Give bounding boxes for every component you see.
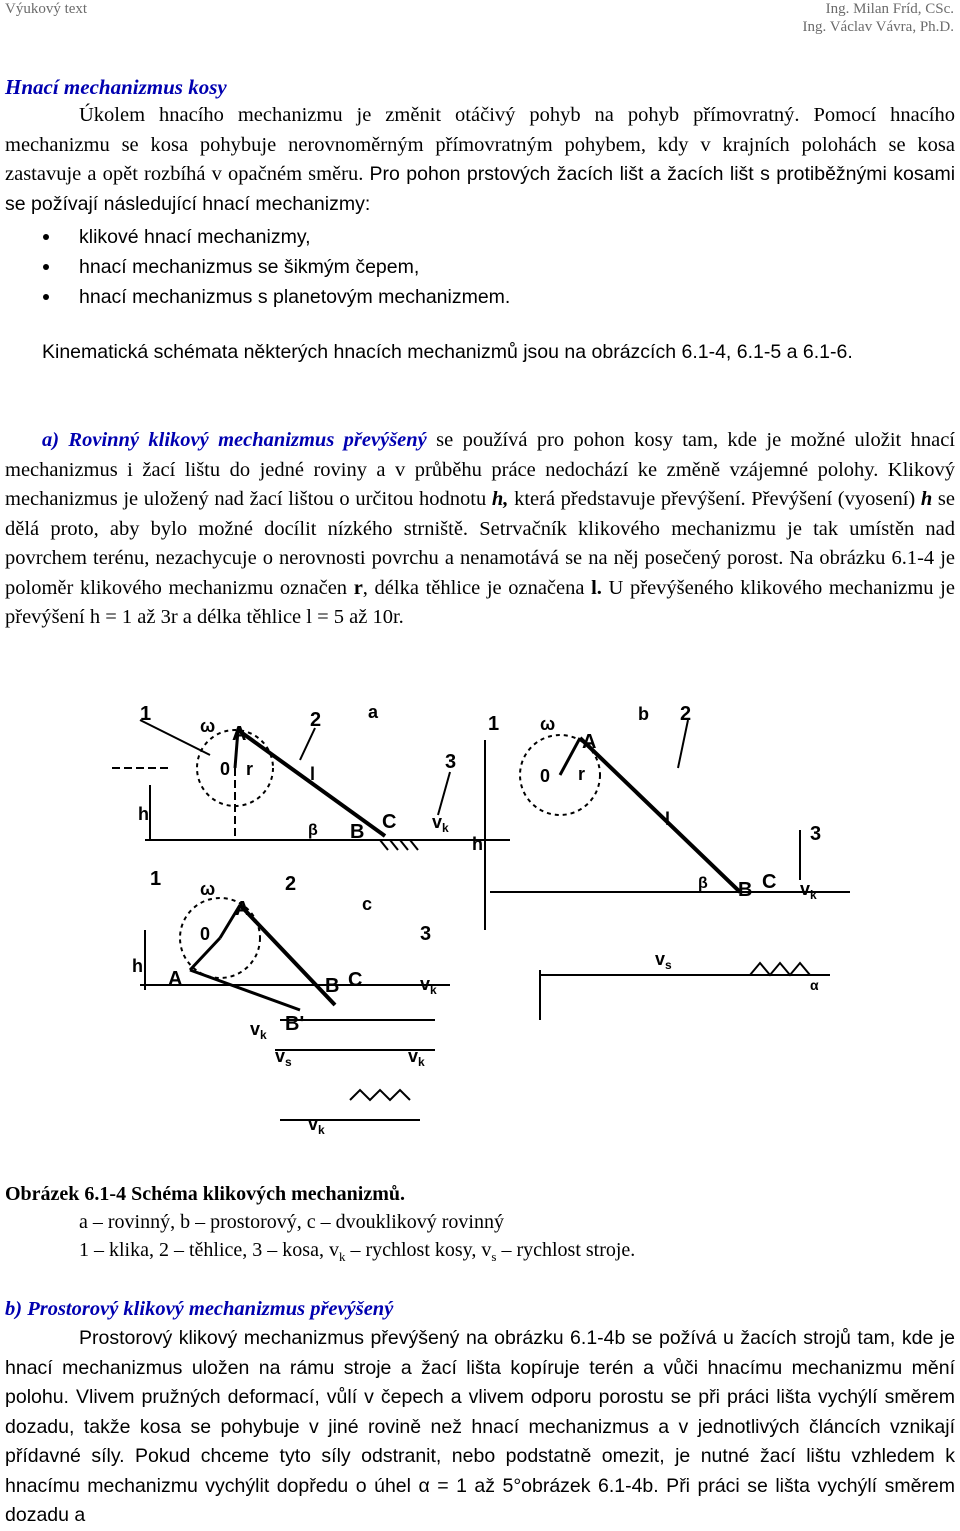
- vk-subscript: k: [260, 1028, 267, 1042]
- vk-subscript: k: [418, 1055, 425, 1069]
- vk-symbol: v: [420, 974, 431, 994]
- label-1: 1: [488, 713, 500, 735]
- scheme-a: [110, 702, 510, 850]
- label-omega: ω: [200, 716, 216, 736]
- label-A: A: [235, 898, 250, 920]
- scheme-b: [472, 703, 850, 1020]
- label-vk: [432, 812, 449, 835]
- label-2: 2: [310, 709, 322, 731]
- label-r: r: [578, 764, 586, 784]
- bullet-dot-icon: [43, 234, 49, 240]
- bullet-text: hnací mechanizmus se šikmým čepem,: [79, 256, 420, 278]
- label-h: h: [138, 804, 149, 824]
- label-A: A: [582, 731, 597, 753]
- r-symbol: r: [353, 576, 363, 599]
- label-vk: [420, 974, 437, 997]
- header-author-2: Ing. Václav Vávra, Ph.D.: [802, 19, 954, 35]
- label-C: C: [382, 811, 397, 833]
- caption-subscript: k: [338, 1249, 346, 1264]
- intro-paragraph: [5, 101, 955, 219]
- label-B: B: [738, 879, 753, 901]
- header-author-1: Ing. Milan Fríd, CSc.: [825, 1, 954, 17]
- scheme-a-label: a: [368, 702, 379, 722]
- scheme-b-label: b: [638, 704, 649, 724]
- label-vk: [250, 1019, 267, 1042]
- label-3: 3: [420, 923, 432, 945]
- figure-caption-legend: [79, 1236, 635, 1271]
- section-a-text: která představuje převýšení. Převýšení (vyosení): [508, 488, 921, 510]
- section-a-text: se používá pro pohon kosy tam, kde je možné uložit hnací mechanizmus i žací lištu do jedné roviny a v průběhu práce nedochází ke změně vzájemné polohy. Klikový mechanizmus je uložený nad žací lištou o určitou hodnotu: [5, 429, 955, 510]
- label-vk: [308, 1114, 325, 1137]
- vk-subscript: k: [318, 1123, 325, 1137]
- intro-sans-text: Pro pohon prstových žacích lišt a žacích lišt s protiběžnými kosami se požívají následující hnací mechanizmy:: [5, 163, 956, 215]
- vk-symbol: v: [250, 1019, 261, 1039]
- label-O: 0: [220, 759, 231, 779]
- label-1: 1: [140, 703, 152, 725]
- section-b-paragraph: Prostorový klikový mechanizmus převýšený na obrázku 6.1-4b se požívá u žacích strojů tam, kde je hnací mechanizmus uložen na rámu stroje a žací lišta kopíruje terén a vůči hnacímu mechanizmu mění polohu. Vlivem pružných deformací, vůlí v čepech a vlivem odporu porostu se při práci lišta vychýlí směrem dozadu, takže kosa se pohybuje v jiné rovině než hnací mechanizmus a v jednotlivých článcích vznikají přídavné síly. Pokud chceme tyto síly odstranit, nebo podstatně omezit, je nutné žací lištu vzhledem k hnacímu mechanizmu vychýlit dopředu o úhel α = 1 až 5°obrázek 6.1-4b. Při práci se lišta vychýlí směrem dozadu a: [5, 1327, 955, 1526]
- label-1: 1: [150, 868, 162, 890]
- header-right: [803, 0, 955, 36]
- label-B: B: [350, 821, 365, 843]
- label-B: B: [325, 975, 340, 997]
- vs-symbol: v: [655, 949, 666, 969]
- label-C: C: [348, 969, 363, 991]
- label-vs: [655, 949, 672, 972]
- caption-text: 1 – klika, 2 – těhlice, 3 – kosa, v: [79, 1239, 339, 1261]
- header-left: Výukový text: [5, 1, 88, 17]
- bullet-text: klikové hnací mechanizmy,: [79, 226, 311, 248]
- caption-subscript: s: [491, 1249, 497, 1264]
- section-a-title: a) Rovinný klikový mechanizmus převýšený: [42, 429, 427, 451]
- label-omega: ω: [200, 879, 216, 899]
- label-vk: [800, 879, 817, 902]
- bullet-dot-icon: [43, 294, 49, 300]
- section-a-text: se dělá proto, aby bylo možné docílit nízkého strniště. Setrvačník klikového mechanizmu je tak umístěn nad povrchem terénu, nezachycuje o nerovnosti povrchu a nenamotává se na něj posečený porost. Na obrázku 6.1-4 je poloměr klikového mechanizmu označen: [5, 488, 956, 599]
- label-O: 0: [540, 766, 551, 786]
- vs-subscript: s: [285, 1055, 292, 1069]
- caption-text: – rychlost kosy, v: [345, 1239, 492, 1261]
- section-a-text: U převýšeného klikového mechanizmu je převýšení h = 1 až 3r a délka těhlice l = 5 až 10r.: [5, 576, 955, 628]
- label-3: 3: [810, 823, 822, 845]
- label-r: r: [246, 759, 254, 779]
- h-symbol: h: [920, 488, 933, 510]
- label-A: A: [168, 968, 183, 990]
- vk-symbol: v: [432, 812, 443, 832]
- figure-caption-title: Obrázek 6.1-4 Schéma klikových mechanizmů.: [5, 1183, 405, 1205]
- scheme-c: [132, 868, 450, 1137]
- label-alpha: α: [810, 977, 819, 993]
- label-3: 3: [445, 751, 457, 773]
- vs-subscript: s: [665, 958, 672, 972]
- label-h: h: [132, 956, 143, 976]
- label-l: l: [310, 764, 316, 784]
- vk-subscript: k: [442, 821, 449, 835]
- label-beta: β: [308, 822, 318, 839]
- kinematic-paragraph: Kinematická schémata některých hnacích mechanizmů jsou na obrázcích 6.1-4, 6.1-5 a 6.1-6.: [42, 341, 853, 363]
- caption-text: – rychlost stroje.: [496, 1239, 636, 1261]
- bullet-dot-icon: [43, 264, 49, 270]
- vk-symbol: v: [800, 879, 811, 899]
- label-beta: β: [698, 875, 708, 892]
- label-h: h: [472, 834, 483, 854]
- l-symbol: l.: [591, 576, 602, 599]
- label-A: A: [232, 723, 247, 745]
- vk-subscript: k: [430, 983, 437, 997]
- scheme-c-label: c: [362, 894, 373, 914]
- figure-caption-line: a – rovinný, b – prostorový, c – dvouklikový rovinný: [79, 1211, 504, 1233]
- crank-mechanism-figure: [110, 700, 870, 1170]
- label-l: l: [665, 809, 671, 829]
- bullet-text: hnací mechanizmus s planetovým mechanizmem.: [79, 286, 511, 308]
- vs-symbol: v: [275, 1046, 286, 1066]
- label-2: 2: [285, 873, 297, 895]
- section-b-title: b) Prostorový klikový mechanizmus převýšený: [5, 1298, 394, 1320]
- label-B-prime: B': [285, 1013, 305, 1035]
- vk-symbol: v: [308, 1114, 319, 1134]
- vk-symbol: v: [408, 1046, 419, 1066]
- h-symbol: h,: [491, 488, 509, 510]
- label-omega: ω: [540, 714, 556, 734]
- vk-subscript: k: [810, 888, 817, 902]
- intro-serif-text: Úkolem hnacího mechanizmu je změnit otáčivý pohyb na pohyb přímovratný. Pomocí hnacího mechanizmu se kosa pohybuje nerovnoměrným přímovratným pohybem, kdy v krajních polohách se kosa zastavuje a opět rozbíhá v opačném směru.: [5, 104, 955, 185]
- section-a-text: , délka těhlice je označena: [362, 576, 592, 599]
- label-C: C: [762, 871, 777, 893]
- section-title: Hnací mechanizmus kosy: [5, 75, 227, 99]
- label-2: 2: [680, 703, 692, 725]
- section-a-paragraph: [5, 426, 955, 633]
- label-O: 0: [200, 924, 211, 944]
